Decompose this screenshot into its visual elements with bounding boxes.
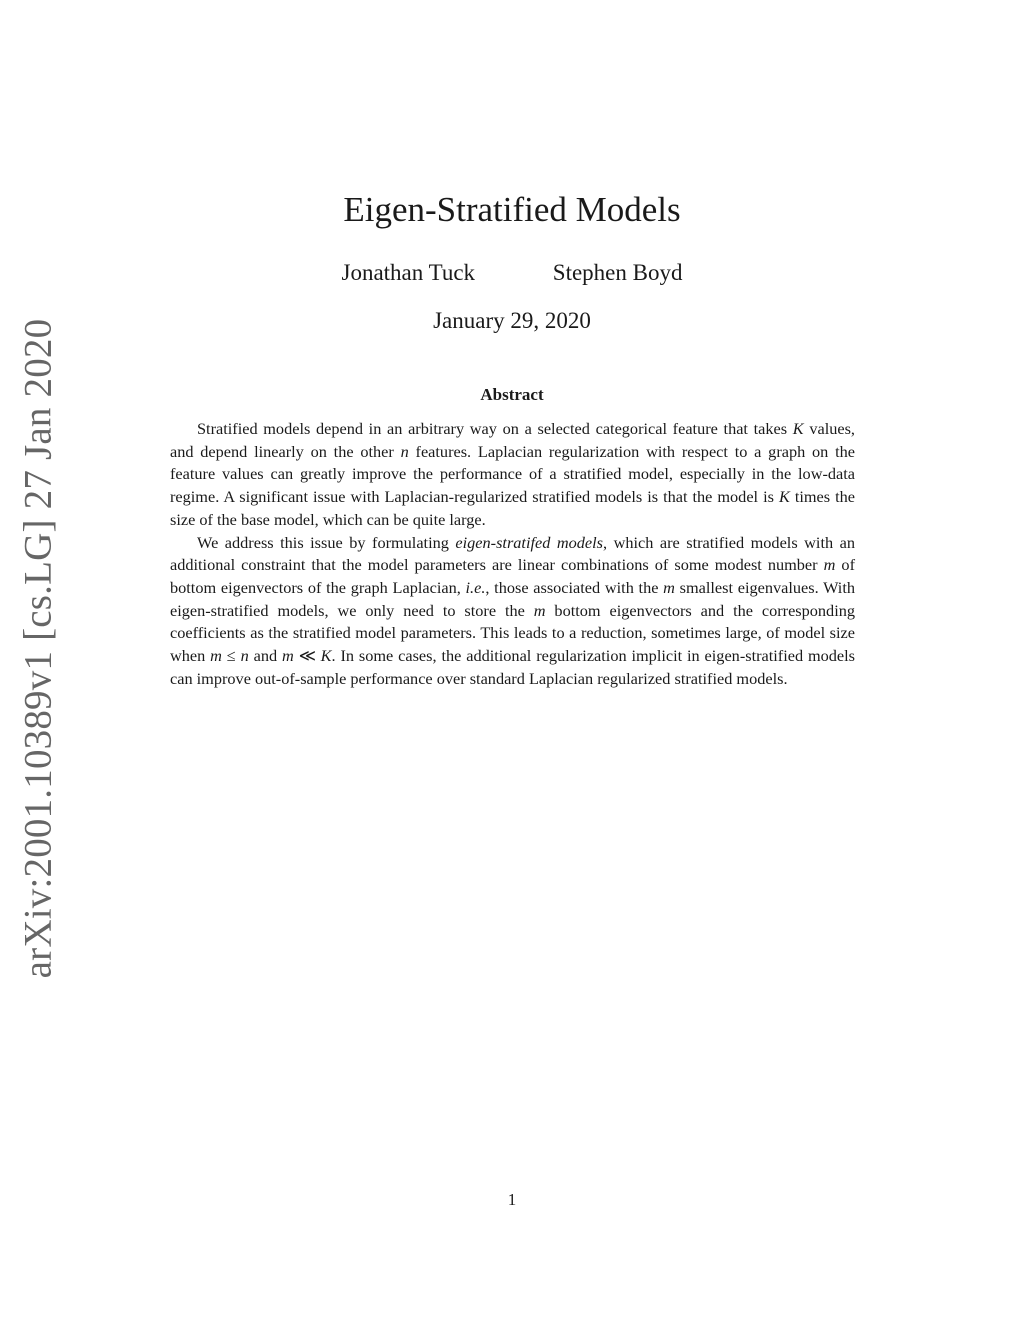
abstract-text: of bottom eigenvectors of the graph Laplacian, — [170, 555, 855, 597]
math-variable: n — [240, 646, 249, 666]
paper-title: Eigen-Stratified Models — [343, 190, 681, 229]
math-operator: ≪ — [293, 646, 321, 666]
abstract-text: , which are stratified models with an additional constraint that the model parameters are linear combinations of some modest number — [170, 532, 855, 575]
abstract-text: . In some cases, the additional regularization implicit in eigen-stratified models can improve out-of-sample performance over standard Laplacian regularized stratified models. — [170, 646, 856, 688]
abstract-heading: Abstract — [480, 385, 544, 404]
abstract-body — [170, 418, 855, 690]
abstract-text: , those associated with the — [485, 577, 664, 597]
math-operator: ≤ — [221, 646, 241, 666]
arxiv-identifier-stamp — [14, 318, 62, 978]
abstract-text: features. Laplacian regularization with respect to a graph on the feature values can greatly improve the performance of a stratified model, especially in the low-data regime. A significant issue with Laplacian-regularized stratified models is that the model is — [170, 441, 855, 507]
math-variable: m — [282, 646, 294, 666]
abstract-paragraph — [170, 418, 855, 532]
abstract-paragraph — [170, 532, 855, 691]
author-name: Jonathan Tuck — [341, 260, 476, 285]
abstract-text: bottom eigenvectors and the corresponding coefficients as the stratified model parameters. This leads to a reduction, sometimes large, of model size when — [170, 600, 856, 666]
author-name: Stephen Boyd — [552, 260, 683, 285]
page-number: 1 — [507, 1190, 517, 1209]
math-variable: m — [533, 600, 546, 620]
emphasized-term: eigen-stratifed models — [455, 532, 603, 552]
abstract-text: We address this issue by formulating — [197, 532, 456, 552]
math-variable: n — [400, 441, 409, 461]
arxiv-identifier-text: arXiv:2001.10389v1 [cs.LG] 27 Jan 2020 — [16, 318, 60, 978]
math-variable: m — [663, 577, 675, 597]
abstract-text: smallest eigenvalues. With eigen-stratified models, we only need to store the — [170, 577, 855, 620]
math-variable: m — [823, 555, 836, 575]
math-variable: m — [210, 646, 222, 666]
math-variable: K — [778, 487, 790, 507]
abstract-text: times the size of the base model, which can be quite large. — [170, 487, 855, 529]
abstract-text: values, and depend linearly on the other — [170, 419, 856, 461]
math-variable: K — [320, 646, 332, 666]
emphasized-term: i.e. — [465, 577, 486, 597]
abstract-text: and — [248, 646, 283, 666]
author-list — [0, 257, 1024, 289]
math-variable: K — [792, 419, 804, 438]
abstract-text: Stratified models depend in an arbitrary way on a selected categorical feature that takes — [197, 419, 793, 438]
paper-date: January 29, 2020 — [433, 308, 591, 333]
